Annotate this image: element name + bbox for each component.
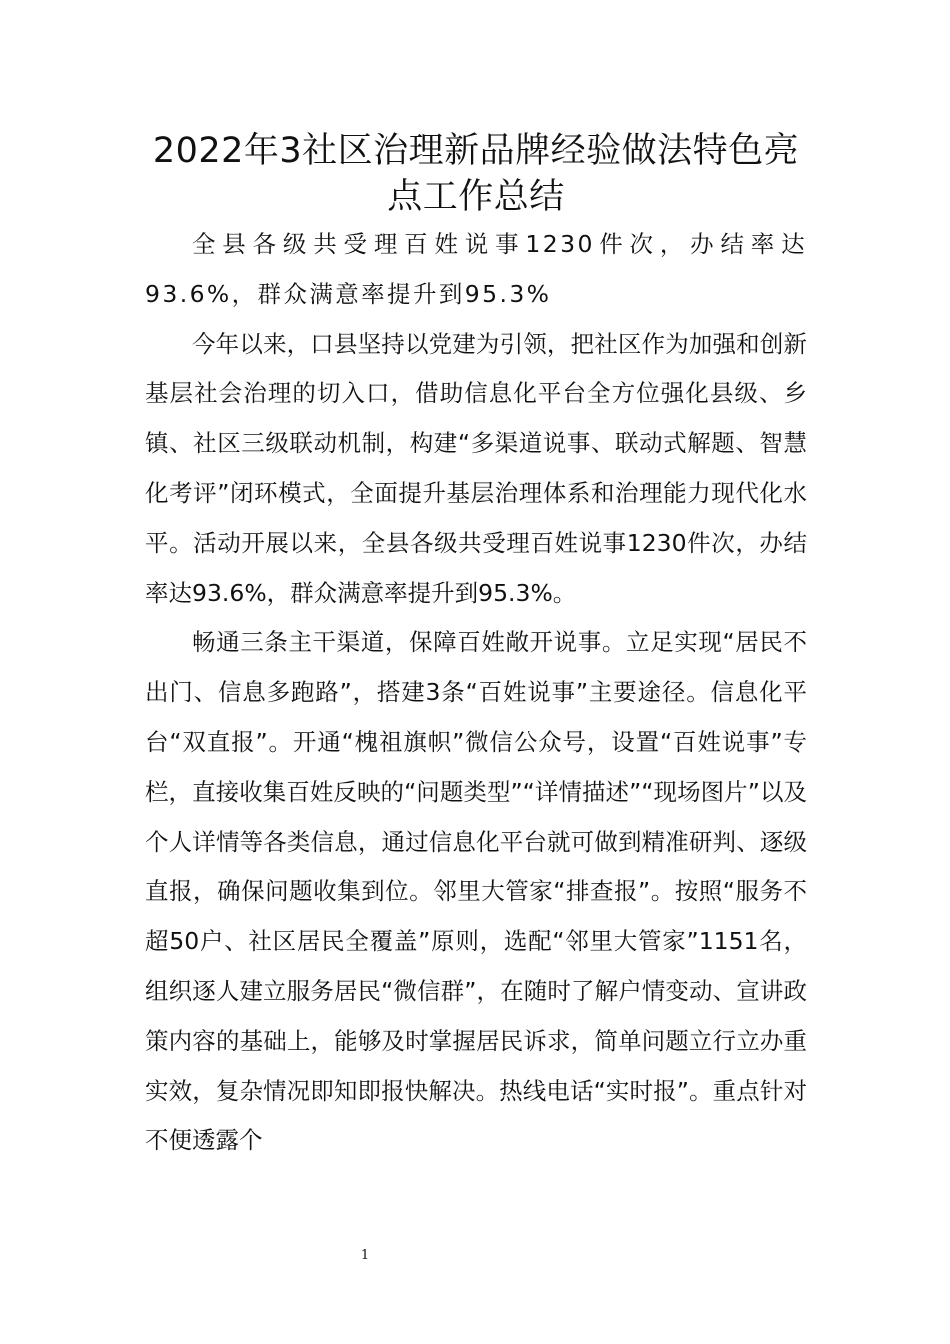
intro-paragraph: 今年以来，口县坚持以党建为引领，把社区作为加强和创新基层社会治理的切入口，借助信息化平台全方位强化县级、乡镇、社区三级联动机制，构建“多渠道说事、联动式解题、智慧化考评”闭环模式，全面提升基层治理体系和治理能力现代化水平。活动开展以来，全县各级共受理百姓说事1230件次，办结率达93.6%，群众满意率提升到95.3%。 bbox=[145, 329, 807, 607]
document-body bbox=[145, 128, 807, 1166]
document-title: 2022年3社区治理新品牌经验做法特色亮点工作总结 bbox=[152, 131, 800, 217]
summary-paragraph: 全县各级共受理百姓说事1230件次，办结率达93.6%，群众满意率提升到95.3% bbox=[145, 230, 807, 308]
channels-paragraph: 畅通三条主干渠道，保障百姓敞开说事。立足实现“居民不出门、信息多跑路”，搭建3条“百姓说事”主要途径。信息化平台“双直报”。开通“槐祖旗帜”微信公众号，设置“百姓说事”专栏，直接收集百姓反映的“问题类型”“详情描述”“现场图片”以及个人详情等各类信息，通过信息化平台就可做到精准研判、逐级直报，确保问题收集到位。邻里大管家“排查报”。按照“服务不超50户、社区居民全覆盖”原则，选配“邻里大管家”1151名，组织逐人建立服务居民“微信群”，在随时了解户情变动、宣讲政策内容的基础上，能够及时掌握居民诉求，简单问题立行立办重实效，复杂情况即知即报快解决。热线电话“实时报”。重点针对不便透露个 bbox=[145, 628, 807, 1155]
page-number: 1 bbox=[360, 1248, 370, 1263]
